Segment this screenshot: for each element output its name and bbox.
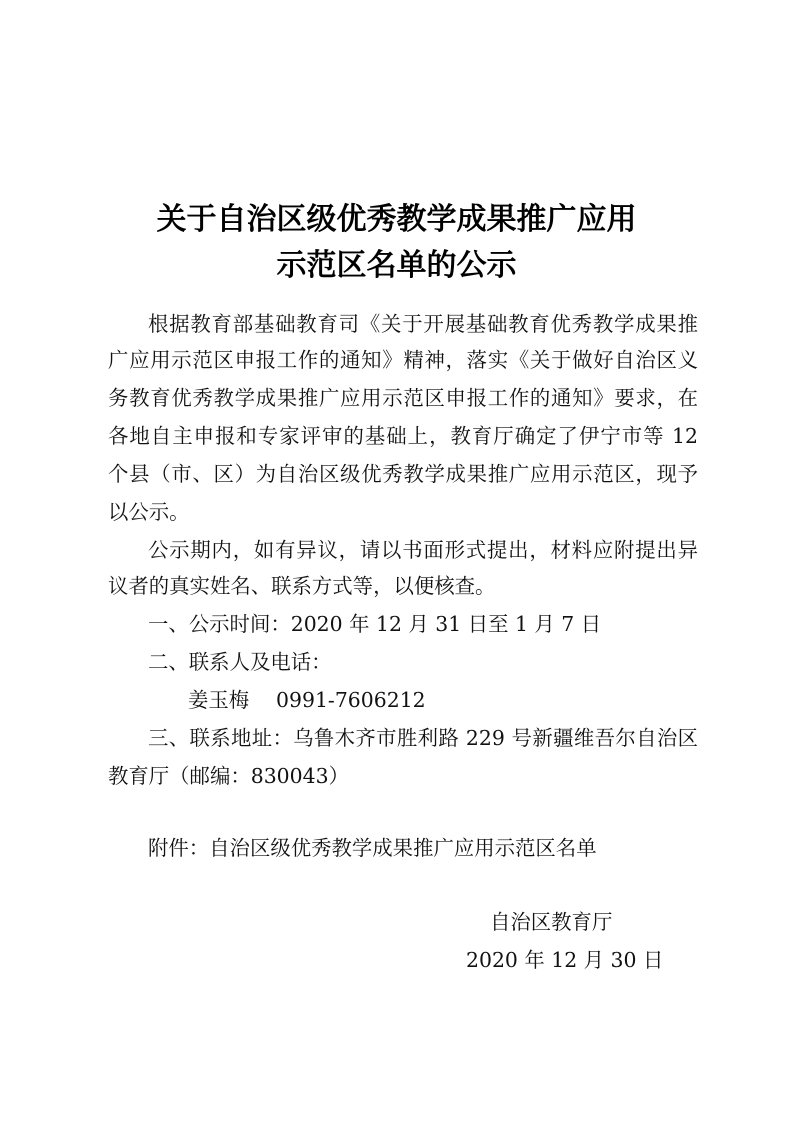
paragraph-2-line-2: 议者的真实姓名、联系方式等，以便核查。 (108, 574, 496, 598)
issuer-name: 自治区教育厅 (490, 910, 613, 934)
address-line-2: 教育厅（邮编：830043） (108, 764, 349, 788)
document-title-line-1: 关于自治区级优秀教学成果推广应用 (156, 202, 637, 237)
paragraph-2-line-1: 公示期内，如有异议，请以书面形式提出，材料应附提出异 (148, 538, 698, 562)
paragraph-1-line-5: 个县（市、区）为自治区级优秀教学成果推广应用示范区，现予 (108, 462, 698, 486)
contact-person-phone: 姜玉梅 0991-7606212 (188, 688, 426, 712)
document-title-line-2: 示范区名单的公示 (276, 248, 517, 283)
contact-heading-item: 二、联系人及电话： (148, 650, 332, 674)
issue-date: 2020 年 12 月 30 日 (466, 948, 664, 972)
notice-period-item: 一、公示时间：2020 年 12 月 31 日至 1 月 7 日 (148, 612, 602, 636)
paragraph-1-line-1: 根据教育部基础教育司《关于开展基础教育优秀教学成果推 (148, 312, 698, 336)
address-line-1: 三、联系地址：乌鲁木齐市胜利路 229 号新疆维吾尔自治区 (148, 726, 698, 750)
paragraph-1-line-4: 各地自主申报和专家评审的基础上，教育厅确定了伊宁市等 12 (108, 424, 698, 448)
paragraph-1-line-3: 务教育优秀教学成果推广应用示范区申报工作的通知》要求，在 (108, 386, 698, 410)
paragraph-1-line-2: 广应用示范区申报工作的通知》精神，落实《关于做好自治区义 (108, 348, 698, 372)
paragraph-1-line-6: 以公示。 (108, 500, 190, 524)
attachment-note: 附件：自治区级优秀教学成果推广应用示范区名单 (148, 836, 597, 860)
